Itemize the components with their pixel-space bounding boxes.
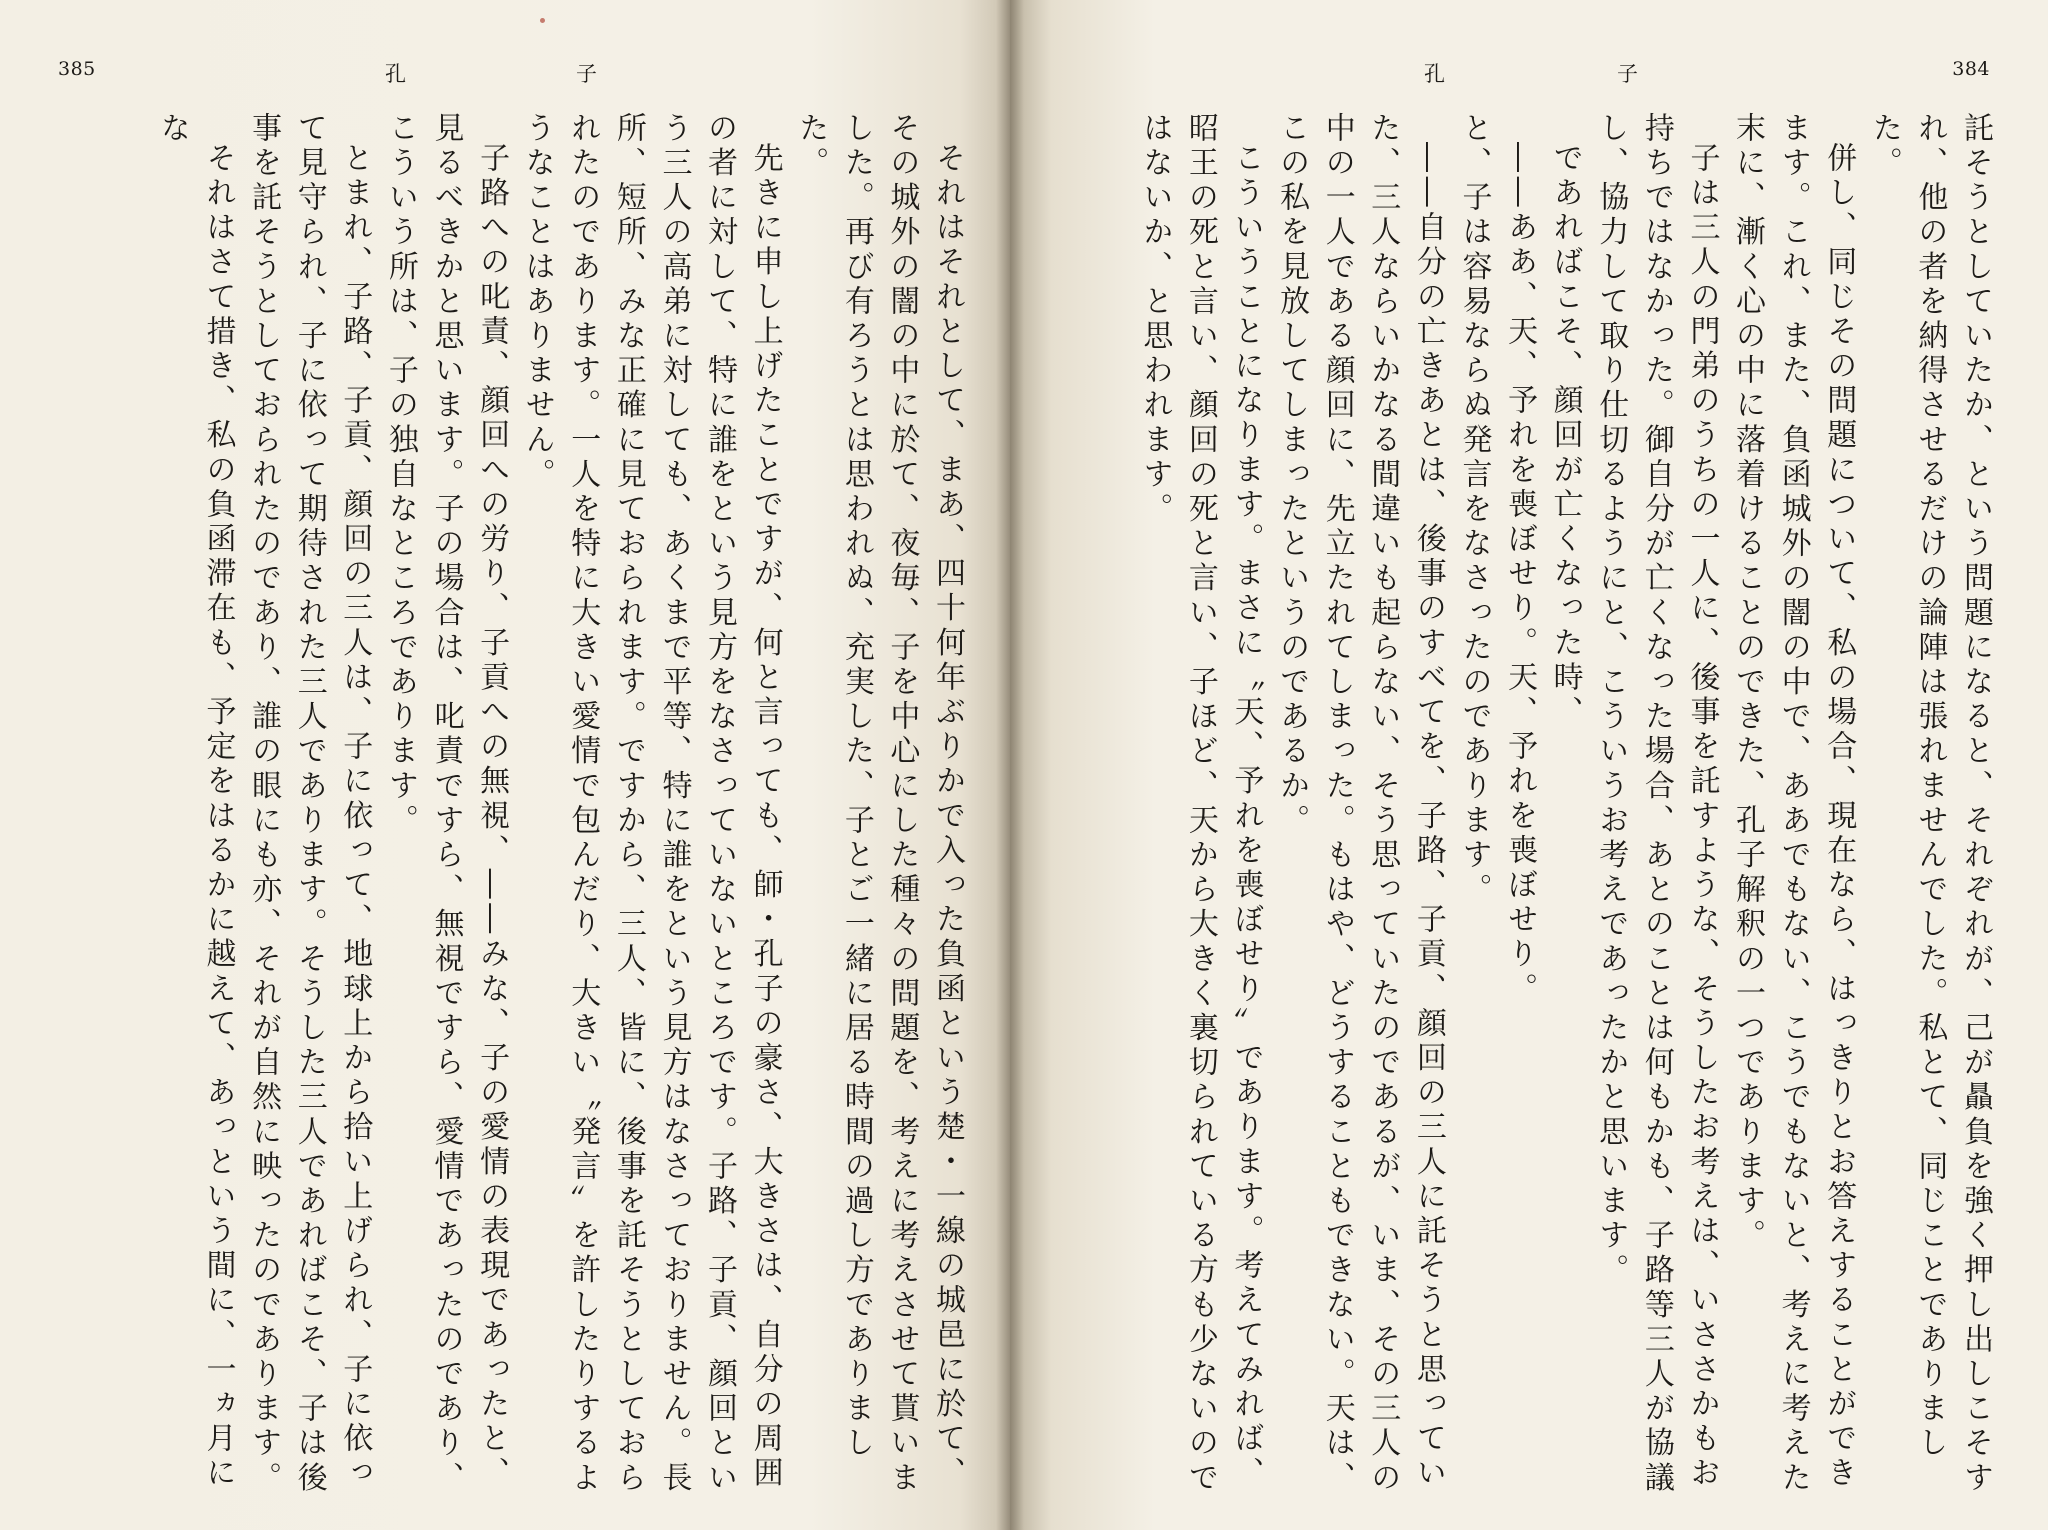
running-head-left [385,58,597,88]
paragraph: とまれ、子路、子貢、顔回の三人は、子に依って、地球上から拾い上げられ、子に依って見守られ、子に依って期待された三人であります。そうした三人であればこそ、子は後事を託そうとしておられたのであり、誰の眼にも亦、それが自然に映ったのであります。 [246,112,373,1496]
page-number-left: 385 [58,58,96,80]
running-head-char: 孔 [1424,62,1445,86]
paragraph: 託そうとしていたか、という問題になると、それぞれが、己が贔負を強く押し出しこそすれ、他の者を納得させるだけの論陣は張れませんでした。私とて、同じことでありました。 [1866,112,1993,1496]
paragraph: 先きに申し上げたことですが、何と言っても、師・孔子の豪さ、大きさは、自分の周囲の者に対して、特に誰をという見方をなさっていないところです。子路、子貢、顔回という三人の高弟に対しても、あくまで平等、特に誰をという見方はなさっておりません。長所、短所、みな正確に見ておられます。ですから、三人、皆に、後事を託そうとしておられたのであります。一人を特に大きい愛情で包んだり、大きい〝発言〟を許したりするようなことはありません。 [519,112,783,1496]
paragraph: 子は三人の門弟のうちの一人に、後事を託すような、そうしたお考えは、いささかもお持ちではなかった。御自分が亡くなった場合、あとのことは何もかも、子路等三人が協議し、協力して取り仕切るようにと、こういうお考えであったかと思います。 [1593,112,1720,1496]
paragraph: こういうことになります。まさに〝天、予れを喪ぼせり〟であります。考えてみれば、昭王の死と言い、顔回の死と言い、子ほど、天から大きく裏切られている方も少ないのではないか、と思われます。 [1137,112,1264,1496]
paragraph: 子路への叱責、顔回への労り、子貢への無視、――みな、子の愛情の表現であったと、見るべきかと思います。子の場合は、叱責ですら、無視ですら、愛情であったのであり、こういう所は、子の独自なところであります。 [382,112,510,1496]
paragraph: ――自分の亡きあとは、後事のすべてを、子路、子貢、顔回の三人に託そうと思っていた、三人ならいかなる間違いも起らない、そう思っていたのであるが、いま、その三人の中の一人である顔回に、先立たれてしまった。もはや、どうすることもできない。天は、この私を見放してしまったというのであるか。 [1274,112,1446,1496]
paragraph: それはさて措き、私の負函滞在も、予定をはるかに越えて、あっという間に、一ヵ月にな [154,112,236,1492]
running-head-char: 子 [1617,62,1638,86]
body-text-left [80,112,970,1522]
running-head-right [1424,58,1638,88]
running-head-char: 子 [576,62,597,86]
paragraph: と、子は容易ならぬ発言をなさったのであります。 [1456,112,1492,908]
right-page [1010,0,2048,1530]
left-page [0,0,1010,1530]
book-gutter [996,0,1024,1530]
paragraph: それはそれとして、まあ、四十何年ぶりかで入った負函という楚・一線の城邑に於て、その城外の闇の中に於て、夜毎、子を中心にした種々の問題を、考えに考えさせて貰いました。再び有ろうとは思われぬ、充実した、子とご一緒に居る時間の過し方でありました。 [793,112,965,1496]
paragraph: であればこそ、顔回が亡くなった時、 [1547,142,1583,731]
ink-speck [540,18,545,23]
page-number-right: 384 [1952,58,1990,80]
paragraph: ――ああ、天、予れを喪ぼせり。天、予れを喪ぼせり。 [1502,142,1538,1007]
paragraph: 併し、同じその問題について、私の場合、現在なら、はっきりとお答えすることができます。これ、また、負函城外の闇の中で、ああでもない、こうでもないと、考えに考えた末に、漸く心の中に落着けることのできた、孔子解釈の一つであります。 [1730,112,1857,1496]
running-head-char: 孔 [385,62,406,86]
body-text-right [1138,112,1998,1522]
